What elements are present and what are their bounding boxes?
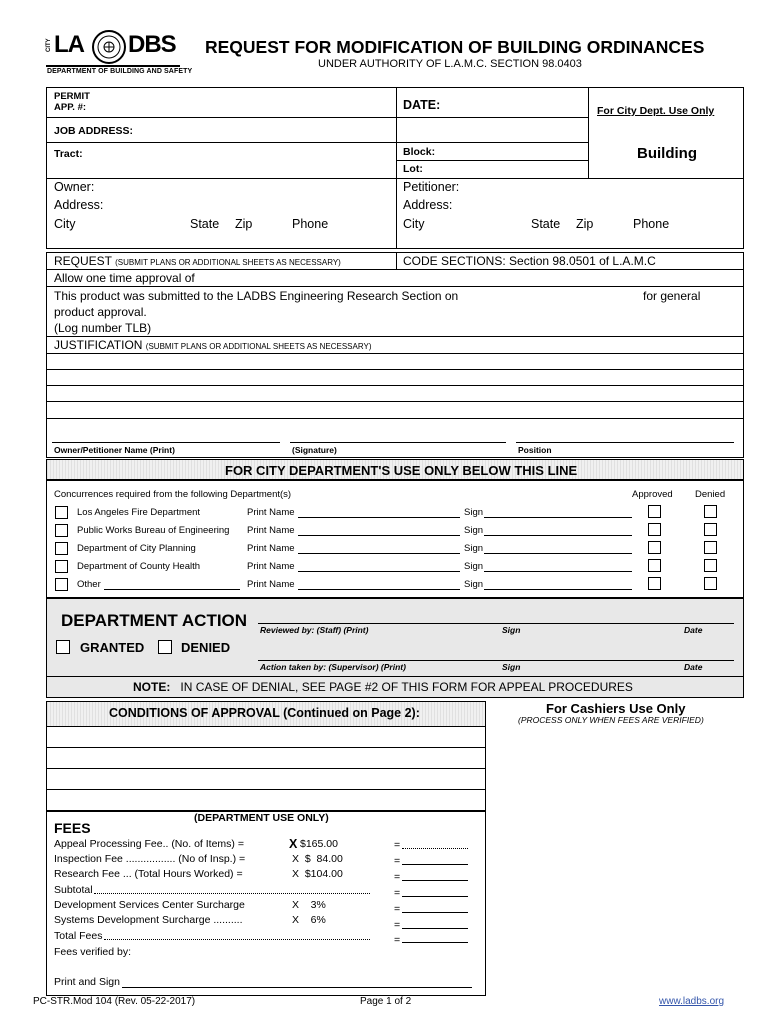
dsc-surcharge-field[interactable] xyxy=(402,912,468,913)
systems-surcharge-amount: X 6% xyxy=(292,914,326,926)
sign-label: Sign xyxy=(464,525,484,536)
granted-label: GRANTED xyxy=(80,640,145,655)
denied-action-checkbox[interactable] xyxy=(158,640,172,654)
inspection-fee-total-field[interactable] xyxy=(402,864,468,865)
justification-label: JUSTIFICATION (SUBMIT PLANS OR ADDITIONAL SHEETS AS NECESSARY) xyxy=(54,338,372,352)
dsc-surcharge-amount: X 3% xyxy=(292,899,326,911)
reviewed-by-label: Reviewed by: (Staff) (Print) xyxy=(260,625,369,635)
page-title: REQUEST FOR MODIFICATION OF BUILDING ORDINANCES xyxy=(205,37,705,57)
appeal-fee-label: Appeal Processing Fee.. (No. of Items) = xyxy=(54,838,244,850)
petitioner-phone-label: Phone xyxy=(633,217,670,231)
concurrence-dept-name: Department of City Planning xyxy=(77,543,196,554)
reviewed-date-label: Date xyxy=(684,625,703,635)
petitioner-address-label: Address: xyxy=(403,198,453,212)
logo-city-text: CITY xyxy=(46,38,52,52)
sign-field[interactable] xyxy=(484,589,632,590)
website-link[interactable]: www.ladbs.org xyxy=(659,996,725,1007)
denied-checkbox[interactable] xyxy=(704,523,717,536)
permit-label: PERMIT xyxy=(54,91,90,102)
print-name-field[interactable] xyxy=(298,571,460,572)
petitioner-city-label: City xyxy=(403,217,425,231)
owner-state-label: State xyxy=(190,217,220,231)
owner-phone-label: Phone xyxy=(292,217,329,231)
request-line-2: This product was submitted to the LADBS Engineering Research Section on xyxy=(54,289,459,303)
fees-title: FEES xyxy=(54,820,91,836)
city-use-only-label: For City Dept. Use Only xyxy=(597,105,715,117)
print-name-field[interactable] xyxy=(298,517,460,518)
petitioner-zip-label: Zip xyxy=(576,217,594,231)
owner-label: Owner: xyxy=(54,180,95,194)
petitioner-state-label: State xyxy=(531,217,561,231)
cashiers-note: (PROCESS ONLY WHEN FEES ARE VERIFIED) xyxy=(518,715,704,725)
inspection-fee-amount: X $ 84.00 xyxy=(292,853,343,865)
city-seal-icon xyxy=(92,30,126,64)
sign-label: Sign xyxy=(464,579,484,590)
conditions-label: CONDITIONS OF APPROVAL (Continued on Page 2): xyxy=(109,706,420,720)
approved-checkbox[interactable] xyxy=(648,559,661,572)
approved-checkbox[interactable] xyxy=(648,505,661,518)
inspection-fee-label: Inspection Fee ................. (No of Insp.) = xyxy=(54,853,246,865)
request-label: REQUEST (SUBMIT PLANS OR ADDITIONAL SHEETS AS NECESSARY) xyxy=(54,254,341,268)
county-health-checkbox[interactable] xyxy=(55,560,68,573)
action-sign-label: Sign xyxy=(502,662,521,672)
page-subtitle: UNDER AUTHORITY OF L.A.M.C. SECTION 98.0403 xyxy=(318,58,582,70)
total-fees-field[interactable] xyxy=(402,942,468,943)
appeal-fee-x: X xyxy=(289,837,298,851)
justification-note: (SUBMIT PLANS OR ADDITIONAL SHEETS AS NECESSARY) xyxy=(145,342,372,351)
subtotal-label: Subtotal xyxy=(54,884,93,896)
public-works-checkbox[interactable] xyxy=(55,524,68,537)
granted-checkbox[interactable] xyxy=(56,640,70,654)
denied-checkbox[interactable] xyxy=(704,559,717,572)
owner-name-print-label: Owner/Petitioner Name (Print) xyxy=(54,445,175,455)
job-address-label: JOB ADDRESS: xyxy=(54,125,133,137)
print-name-field[interactable] xyxy=(298,535,460,536)
research-fee-label: Research Fee ... (Total Hours Worked) = xyxy=(54,868,243,880)
print-and-sign-field[interactable] xyxy=(122,987,472,988)
print-name-label: Print Name xyxy=(247,579,295,590)
app-number-label: APP. #: xyxy=(54,102,87,113)
request-note: (SUBMIT PLANS OR ADDITIONAL SHEETS AS NECESSARY) xyxy=(115,258,341,267)
dept-use-only-label: (DEPARTMENT USE ONLY) xyxy=(194,812,329,824)
action-date-label: Date xyxy=(684,662,703,672)
systems-surcharge-field[interactable] xyxy=(402,928,468,929)
sign-label: Sign xyxy=(464,561,484,572)
other-dept-field[interactable] xyxy=(104,589,240,590)
tract-label: Tract: xyxy=(54,148,83,160)
request-line-2-right: for general xyxy=(643,289,701,303)
appeal-fee-amount: $165.00 xyxy=(300,838,338,850)
request-line-3: product approval. xyxy=(54,305,147,319)
eq-sign: = xyxy=(394,855,401,867)
date-label: DATE: xyxy=(403,98,441,112)
logo-la-text: LA xyxy=(54,31,84,58)
reviewed-sign-label: Sign xyxy=(502,625,521,635)
page-number: Page 1 of 2 xyxy=(360,996,412,1007)
city-planning-checkbox[interactable] xyxy=(55,542,68,555)
systems-surcharge-label: Systems Development Surcharge .......... xyxy=(54,914,243,926)
city-use-banner-text: FOR CITY DEPARTMENT'S USE ONLY BELOW THIS LINE xyxy=(225,463,578,478)
print-and-sign-label: Print and Sign xyxy=(54,976,120,988)
other-checkbox[interactable] xyxy=(55,578,68,591)
concurrence-dept-name: Department of County Health xyxy=(77,561,201,572)
research-fee-total-field[interactable] xyxy=(402,880,468,881)
fees-verified-label: Fees verified by: xyxy=(54,946,132,958)
lot-label: Lot: xyxy=(403,163,423,175)
concurrence-dept-name: Los Angeles Fire Department xyxy=(77,507,201,518)
research-fee-amount: X $104.00 xyxy=(292,868,343,880)
approved-checkbox[interactable] xyxy=(648,541,661,554)
block-label: Block: xyxy=(403,146,436,158)
action-taken-label: Action taken by: (Supervisor) (Print) xyxy=(260,662,406,672)
print-name-field[interactable] xyxy=(298,553,460,554)
approved-checkbox[interactable] xyxy=(648,523,661,536)
denied-header: Denied xyxy=(695,489,726,500)
owner-city-label: City xyxy=(54,217,76,231)
print-name-label: Print Name xyxy=(247,543,295,554)
logo-dept-text: DEPARTMENT OF BUILDING AND SAFETY xyxy=(47,68,193,75)
eq-sign: = xyxy=(394,919,401,931)
building-label: Building xyxy=(637,145,697,162)
ladbs-logo xyxy=(46,31,193,78)
print-name-label: Print Name xyxy=(247,507,295,518)
owner-address-label: Address: xyxy=(54,198,104,212)
concurrences-label: Concurrences required from the following Department(s) xyxy=(54,489,292,500)
total-fees-label: Total Fees xyxy=(54,930,103,942)
code-sections-label: CODE SECTIONS: Section 98.0501 of L.A.M.C xyxy=(403,254,656,268)
appeal-fee-total-field[interactable] xyxy=(402,848,468,849)
eq-sign: = xyxy=(394,903,401,915)
sign-field[interactable] xyxy=(484,553,632,554)
print-name-label: Print Name xyxy=(247,561,295,572)
print-name-field[interactable] xyxy=(298,589,460,590)
denied-action-label: DENIED xyxy=(181,640,231,655)
logo-dbs-text: DBS xyxy=(128,31,176,58)
sign-label: Sign xyxy=(464,507,484,518)
subtotal-field[interactable] xyxy=(402,896,468,897)
denial-note: NOTE: IN CASE OF DENIAL, SEE PAGE #2 OF THIS FORM FOR APPEAL PROCEDURES xyxy=(133,680,633,694)
request-line-4: (Log number TLB) xyxy=(54,321,152,335)
sign-field[interactable] xyxy=(484,535,632,536)
eq-sign: = xyxy=(394,934,401,946)
owner-zip-label: Zip xyxy=(235,217,253,231)
approved-checkbox[interactable] xyxy=(648,577,661,590)
form-id: PC-STR.Mod 104 (Rev. 05-22-2017) xyxy=(33,996,196,1007)
print-name-label: Print Name xyxy=(247,525,295,536)
position-label: Position xyxy=(518,445,552,455)
concurrence-dept-name: Other xyxy=(77,579,101,590)
dsc-surcharge-label: Development Services Center Surcharge xyxy=(54,899,245,911)
petitioner-label: Petitioner: xyxy=(403,180,460,194)
concurrence-dept-name: Public Works Bureau of Engineering xyxy=(77,525,230,536)
cashiers-title: For Cashiers Use Only xyxy=(546,701,686,716)
denied-checkbox[interactable] xyxy=(704,505,717,518)
signature-label: (Signature) xyxy=(292,445,337,455)
department-action-title: DEPARTMENT ACTION xyxy=(61,611,248,630)
denied-checkbox[interactable] xyxy=(704,541,717,554)
eq-sign: = xyxy=(394,887,401,899)
fire-dept-checkbox[interactable] xyxy=(55,506,68,519)
request-line-1: Allow one time approval of xyxy=(54,271,195,285)
sign-field[interactable] xyxy=(484,517,632,518)
sign-label: Sign xyxy=(464,543,484,554)
approved-header: Approved xyxy=(632,489,673,500)
denied-checkbox[interactable] xyxy=(704,577,717,590)
sign-field[interactable] xyxy=(484,571,632,572)
eq-sign: = xyxy=(394,871,401,883)
eq-sign: = xyxy=(394,839,401,851)
